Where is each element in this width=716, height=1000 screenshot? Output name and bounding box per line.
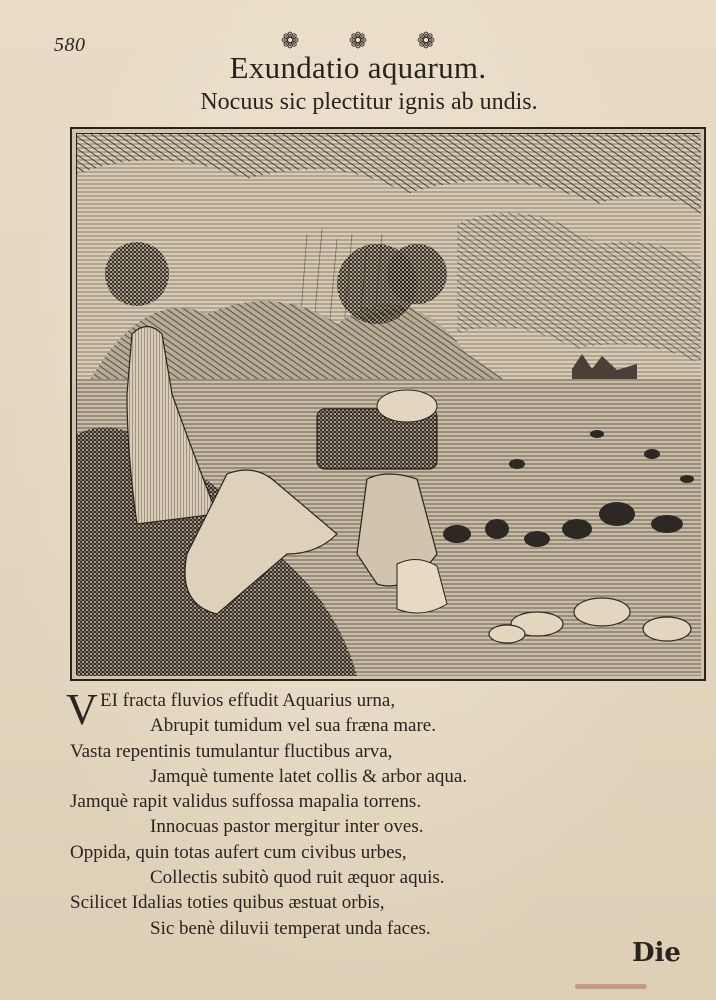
- flood-engraving: [70, 127, 706, 681]
- poem: [70, 688, 630, 941]
- catchword: Die: [632, 938, 681, 968]
- poem-line: Collectis subitò quod ruit æquor aquis.: [150, 867, 445, 889]
- poem-line: Jamquè tumente latet collis & arbor aqua.: [150, 765, 468, 787]
- paper-stain: [575, 984, 647, 989]
- engraving-picture: [77, 134, 701, 676]
- page-title: Exundatio aquarum.: [229, 50, 487, 85]
- tree-left: [105, 242, 169, 306]
- poem-line: Innocuas pastor mergitur inter oves.: [150, 816, 424, 838]
- drop-cap: V: [66, 685, 98, 734]
- ornament-row: ❁ ❁ ❁: [280, 28, 458, 53]
- page-subtitle: Nocuus sic plectitur ignis ab undis.: [200, 89, 538, 115]
- poem-line: Sic benè diluvii temperat unda faces.: [150, 917, 431, 939]
- poem-line: EI fracta fluvios effudit Aquarius urna,: [100, 690, 396, 711]
- poem-line: Scilicet Idalias toties quibus æstuat orbis,: [70, 892, 385, 914]
- poem-line: Oppida, quin totas aufert cum civibus urbes,: [70, 841, 407, 863]
- page-number: 580: [54, 34, 86, 56]
- poem-line: Jamquè rapit validus suffossa mapalia torrens.: [70, 791, 422, 813]
- poem-line: Abrupit tumidum vel sua fræna mare.: [150, 715, 436, 737]
- poem-line: Vasta repentinis tumulantur fluctibus arva,: [70, 740, 393, 762]
